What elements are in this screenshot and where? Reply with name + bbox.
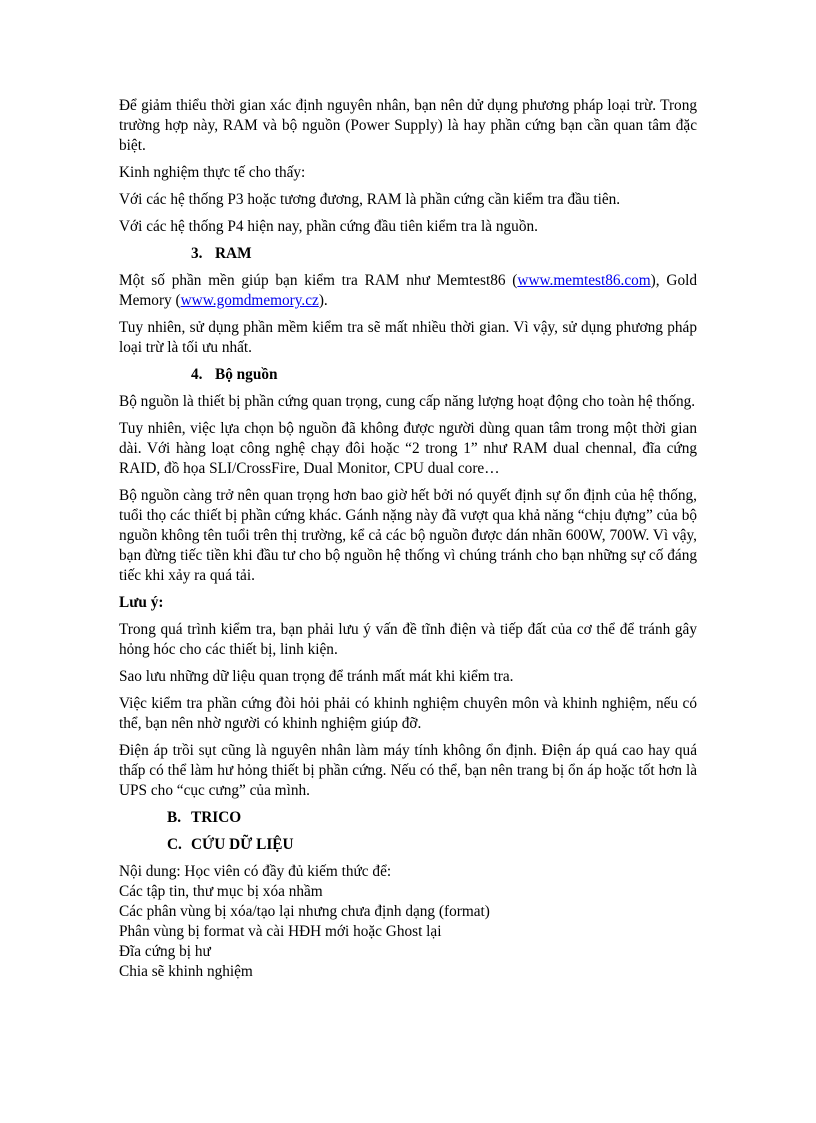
heading-number: B. bbox=[167, 809, 182, 826]
list-item: Các phân vùng bị xóa/tạo lại nhưng chưa định dạng (format) bbox=[119, 903, 490, 920]
ram-paragraph bbox=[119, 271, 697, 311]
intro-paragraph: Kinh nghiệm thực tế cho thấy: bbox=[119, 164, 306, 181]
note-paragraph: Điện áp trồi sụt cũng là nguyên nhân làm máy tính không ổn định. Điện áp quá cao hay quá thấp có thể làm hư hỏng thiết bị phần cứng. Nếu có thể, bạn nên trang bị ổn áp hoặc tốt hơn là UPS cho “cục cưng” của mình. bbox=[119, 742, 697, 799]
heading-title: CỨU DỮ LIỆU bbox=[191, 836, 294, 853]
note-paragraph: Việc kiểm tra phần cứng đòi hỏi phải có khinh nghiệm chuyên môn và khinh nghiệm, nếu có thể, bạn nên nhờ người có khinh nghiệm giúp đỡ. bbox=[119, 695, 697, 732]
ram-paragraph: Tuy nhiên, sử dụng phần mềm kiểm tra sẽ mất nhiều thời gian. Vì vậy, sử dụng phương pháp loại trừ là tối ưu nhất. bbox=[119, 319, 697, 356]
text-span: ). bbox=[318, 292, 328, 309]
list-item: Đĩa cứng bị hư bbox=[119, 943, 211, 960]
psu-paragraph: Bộ nguồn là thiết bị phần cứng quan trọng, cung cấp năng lượng hoạt động cho toàn hệ thống. bbox=[119, 393, 696, 410]
list-item: Phân vùng bị format và cài HĐH mới hoặc Ghost lại bbox=[119, 923, 442, 940]
intro-paragraph: Với các hệ thống P3 hoặc tương đương, RAM là phần cứng cần kiểm tra đầu tiên. bbox=[119, 191, 621, 208]
text-span: ), Gold Memory ( bbox=[119, 272, 697, 309]
heading-title: Bộ nguồn bbox=[215, 366, 278, 383]
memtest86-link[interactable]: www.memtest86.com bbox=[517, 272, 651, 289]
heading-power-supply bbox=[119, 365, 697, 385]
content-list bbox=[119, 862, 697, 982]
document-page bbox=[119, 96, 697, 982]
note-paragraph: Trong quá trình kiểm tra, bạn phải lưu ý vấn đề tĩnh điện và tiếp đất của cơ thể để tránh gây hỏng hóc cho các thiết bị, linh kiện. bbox=[119, 621, 697, 658]
heading-section-c bbox=[119, 835, 697, 855]
heading-number: 3. bbox=[191, 245, 203, 262]
list-item: Các tập tin, thư mục bị xóa nhầm bbox=[119, 883, 323, 900]
psu-paragraph: Bộ nguồn càng trở nên quan trọng hơn bao giờ hết bởi nó quyết định sự ổn định của hệ thống, tuổi thọ các thiết bị phần cứng khác. Gánh nặng này đã vượt qua khả năng “chịu đựng” của bộ nguồn không tên tuổi trên thị trường, kể cả các bộ nguồn được dán nhãn 600W, 700W. Vì vậy, bạn đừng tiếc tiền khi đầu tư cho bộ nguồn hệ thống vì chúng tránh cho bạn những sự cố đáng tiếc khi xảy ra quá tải. bbox=[119, 487, 697, 584]
heading-ram bbox=[119, 244, 697, 264]
intro-paragraph: Để giảm thiểu thời gian xác định nguyên nhân, bạn nên dử dụng phương pháp loại trừ. Trong trường hợp này, RAM và bộ nguồn (Power Supply) là hay phần cứng bạn cần quan tâm đặc biệt. bbox=[119, 97, 697, 154]
psu-paragraph: Tuy nhiên, việc lựa chọn bộ nguồn đã không được người dùng quan tâm trong một thời gian dài. Với hàng loạt công nghệ chạy đôi hoặc “2 trong 1” như RAM dual chennal, đĩa cứng RAID, đồ họa SLI/CrossFire, Dual Monitor, CPU dual core… bbox=[119, 420, 697, 477]
intro-paragraph: Với các hệ thống P4 hiện nay, phần cứng đầu tiên kiểm tra là nguồn. bbox=[119, 218, 538, 235]
note-heading: Lưu ý: bbox=[119, 594, 164, 611]
heading-number: 4. bbox=[191, 366, 203, 383]
list-item: Chia sẽ khinh nghiệm bbox=[119, 963, 253, 980]
heading-section-b bbox=[119, 808, 697, 828]
heading-title: TRICO bbox=[191, 809, 242, 826]
heading-number: C. bbox=[167, 836, 182, 853]
text-span: Một số phần mền giúp bạn kiểm tra RAM như Memtest86 ( bbox=[119, 272, 518, 289]
heading-title: RAM bbox=[215, 245, 252, 262]
note-paragraph: Sao lưu những dữ liệu quan trọng để tránh mất mát khi kiểm tra. bbox=[119, 668, 514, 685]
list-item: Nội dung: Học viên có đầy đủ kiếm thức để: bbox=[119, 863, 392, 880]
gomdmemory-link[interactable]: www.gomdmemory.cz bbox=[180, 292, 319, 309]
